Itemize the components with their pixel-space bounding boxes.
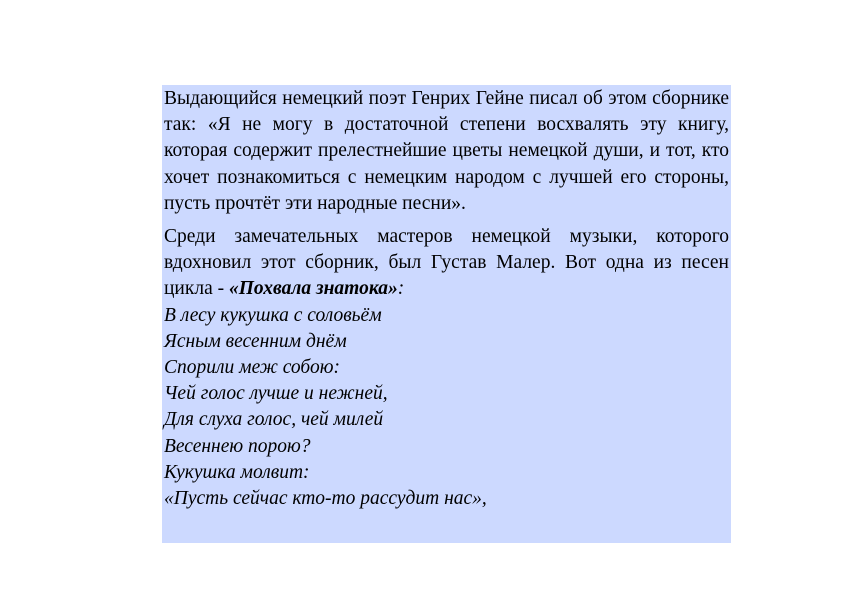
poem-line: Ясным весенним днём (164, 330, 347, 352)
poem-line: Спорили меж собою: (164, 357, 340, 379)
heine-quote-paragraph: Выдающийся немецкий поэт Генрих Гейне писал об этом сборнике так: «Я не могу в достаточной степени восхвалять эту книгу, которая содержит прелестнейшие цветы немецкой души, и тот, кто хочет познакомиться с немецким народом с лучшей его стороны, пусть прочтёт эти народные песни». (164, 88, 729, 214)
mahler-paragraph (164, 224, 729, 303)
poem-line: Весеннею порою? (164, 435, 311, 457)
poem-line: Кукушка молвит: (164, 461, 310, 483)
mahler-intro-text: Среди замечательных мастеров немецкой музыки, которого вдохновил этот сборник, был Густав Малер. Вот одна из песен цикла - (164, 226, 729, 300)
poem-line: Чей голос лучше и нежней, (164, 383, 388, 405)
text-block (162, 85, 731, 543)
song-title: «Похвала знатока» (228, 278, 398, 300)
poem-line: «Пусть сейчас кто-то рассудит нас», (164, 488, 487, 510)
poem-excerpt (164, 303, 729, 513)
song-title-colon: : (397, 278, 405, 300)
poem-line: Для слуха голос, чей милей (164, 409, 384, 431)
poem-line: В лесу кукушка с соловьём (164, 304, 382, 326)
